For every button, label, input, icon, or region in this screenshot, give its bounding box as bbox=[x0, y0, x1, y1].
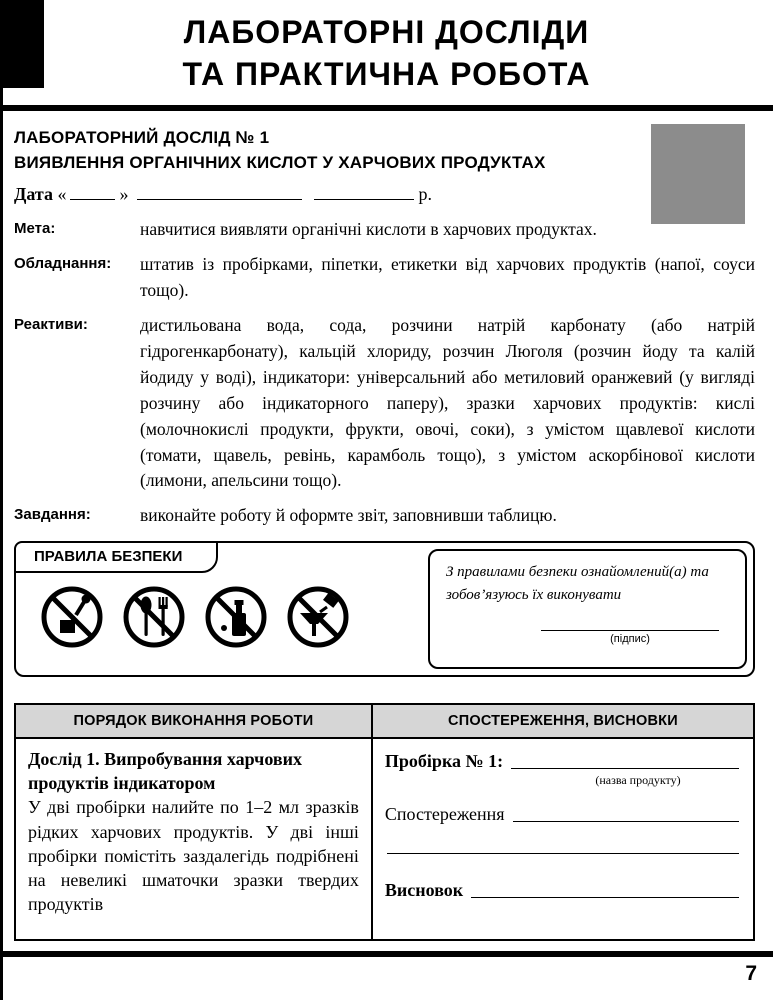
worksheet-header-row bbox=[15, 704, 754, 738]
experiment-heading-line2: ВИЯВЛЕННЯ ОРГАНІЧНИХ КИСЛОТ У ХАРЧОВИХ ПРОДУКТАХ bbox=[14, 152, 546, 172]
field-text-meta: навчитися виявляти органічні кислоти в харчових продуктах. bbox=[140, 219, 597, 240]
date-quote-close: » bbox=[119, 184, 129, 205]
procedure-text: У дві пробірки налийте по 1–2 мл зразків рідких харчових продуктів. У дві інші пробірки помістіть заздалегідь подрібнені на невеликі шматочки зразки твердих продуктів bbox=[28, 797, 359, 914]
worksheet-table bbox=[14, 703, 755, 941]
page-content bbox=[0, 126, 773, 941]
probe-caption: (назва продукту) bbox=[595, 773, 681, 788]
observations-cell bbox=[372, 738, 754, 940]
no-reagent-drinking-icon bbox=[204, 585, 268, 649]
field-label-meta: Мета: bbox=[14, 220, 56, 238]
observation-label: Спостереження bbox=[384, 804, 505, 825]
acknowledgement-text: З правилами безпеки ознайомлений(а) та зобов’язуюсь їх виконувати bbox=[446, 564, 709, 603]
top-divider bbox=[0, 105, 773, 111]
no-pouring-into-sink-icon bbox=[286, 585, 350, 649]
conclusion-label: Висновок bbox=[384, 880, 464, 901]
date-day-blank bbox=[70, 184, 115, 200]
field-text-task: виконайте роботу й оформте звіт, заповнивши таблицю. bbox=[140, 505, 557, 526]
safety-icons-row bbox=[40, 585, 350, 649]
date-line bbox=[14, 184, 755, 205]
probe-label: Пробірка № 1: bbox=[384, 751, 504, 772]
field-label-reagents: Реактиви: bbox=[14, 316, 88, 334]
probe-line bbox=[385, 751, 741, 772]
conclusion-blank bbox=[471, 880, 739, 898]
date-label: Дата bbox=[14, 184, 53, 205]
page-title bbox=[0, 0, 773, 95]
procedure-heading: Дослід 1. Випробування харчових продуктів індикатором bbox=[28, 749, 302, 794]
signature-caption: (підпис) bbox=[610, 633, 650, 646]
probe-blank bbox=[511, 751, 739, 769]
page-number: 7 bbox=[745, 962, 757, 985]
date-quote-open: « bbox=[57, 184, 67, 205]
page-left-edge bbox=[0, 0, 3, 1000]
safety-rules-title: ПРАВИЛА БЕЗПЕКИ bbox=[14, 541, 218, 573]
signature-line bbox=[541, 620, 719, 631]
conclusion-line bbox=[385, 880, 741, 901]
field-label-task: Завдання: bbox=[14, 506, 91, 524]
field-row-equipment bbox=[14, 252, 755, 304]
worksheet-body-row bbox=[15, 738, 754, 940]
field-text-equipment: штатив із пробірками, піпетки, етикетки від харчових продуктів (напої, соуси тощо). bbox=[140, 254, 755, 301]
date-month-blank bbox=[137, 184, 302, 200]
section-color-marker bbox=[651, 124, 745, 224]
observation-blank bbox=[513, 804, 739, 822]
procedure-cell bbox=[15, 738, 372, 940]
field-label-equipment: Обладнання: bbox=[14, 255, 112, 273]
no-eating-icon bbox=[122, 585, 186, 649]
observation-line bbox=[385, 804, 741, 825]
header-procedure: ПОРЯДОК ВИКОНАННЯ РОБОТИ bbox=[15, 704, 372, 738]
date-year-suffix: р. bbox=[418, 184, 432, 205]
observation-continuation-blank bbox=[387, 853, 739, 854]
safety-acknowledgement-area bbox=[428, 549, 747, 669]
field-row-meta bbox=[14, 217, 755, 243]
experiment-heading bbox=[14, 126, 644, 175]
safety-rules-box bbox=[14, 541, 755, 677]
page-title-line1: ЛАБОРАТОРНІ ДОСЛІДИ bbox=[183, 14, 590, 50]
field-text-reagents: дистильована вода, сода, розчини натрій карбонату (або натрій гідрогенкарбонату), кальцій хлориду, розчин Люголя (розчин йоду та калій йодиду у воді), індикатори: універсальний або метиловий оранжевий (у вигляді розчину або індикаторного паперу), зразки харчових продуктів: кислі (молочнокислі продукти, фрукти, овочі, соки), з умістом щавлевої кислоти (томати, щавель, ревінь, карамболь тощо), з умістом аскорбінової кислоти (лимони, апельсини тощо). bbox=[140, 315, 755, 491]
field-row-task bbox=[14, 503, 755, 529]
page-title-line2: ТА ПРАКТИЧНА РОБОТА bbox=[182, 55, 591, 92]
no-tasting-chemicals-icon bbox=[40, 585, 104, 649]
bottom-divider bbox=[0, 951, 773, 957]
experiment-fields bbox=[14, 217, 755, 529]
experiment-heading-line1: ЛАБОРАТОРНИЙ ДОСЛІД № 1 bbox=[14, 128, 270, 148]
corner-mark bbox=[0, 0, 44, 88]
field-row-reagents bbox=[14, 313, 755, 494]
header-observations: СПОСТЕРЕЖЕННЯ, ВИСНОВКИ bbox=[372, 704, 754, 738]
date-year-blank bbox=[314, 184, 414, 200]
